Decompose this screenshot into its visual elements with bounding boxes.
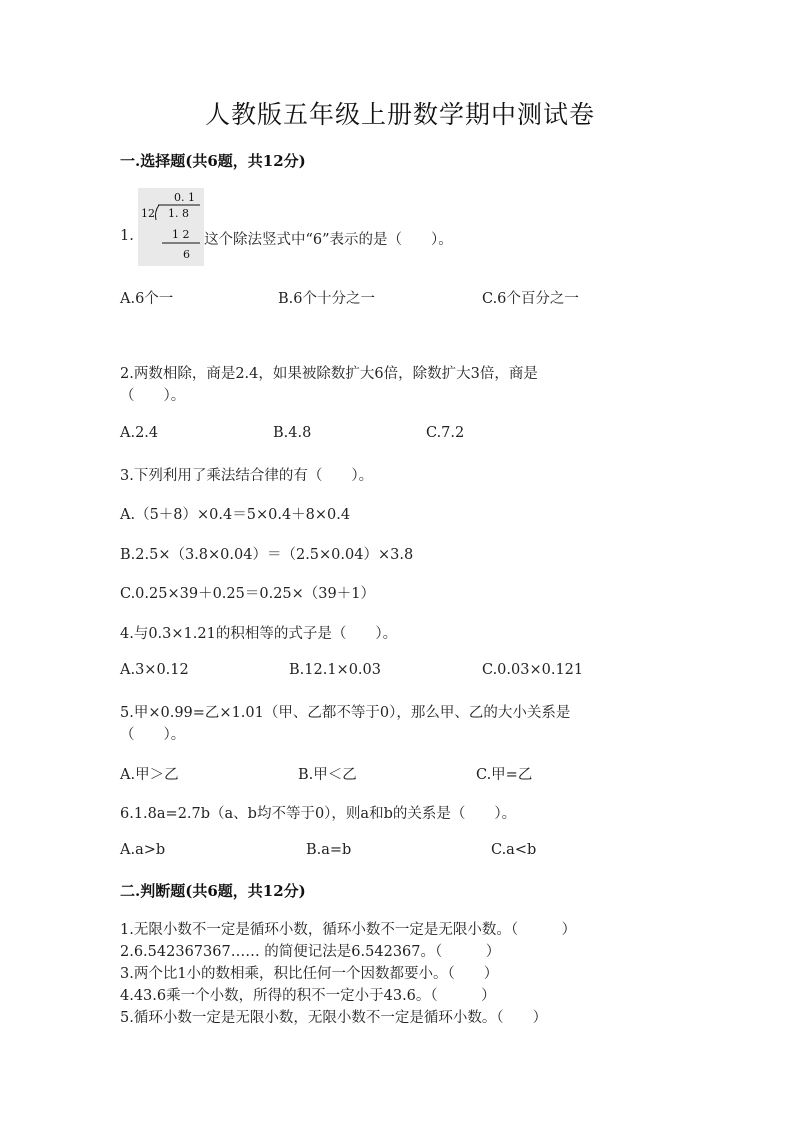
q2-text-line2: （ ）。 (120, 388, 186, 404)
q5-text-line1: 5.甲×0.99=乙×1.01（甲、乙都不等于0），那么甲、乙的大小关系是 (120, 705, 571, 721)
q1-option-b: B.6个十分之一 (278, 291, 375, 307)
division-bracket (155, 205, 159, 220)
division-divisor: 12 (141, 207, 155, 220)
q2-option-b: B.4.8 (273, 425, 312, 441)
q5-text-line2: （ ）。 (120, 727, 186, 743)
q4-option-c: C.0.03×0.121 (482, 662, 584, 678)
q2-option-a: A.2.4 (120, 425, 159, 441)
judgement-item-3: 3.两个比1小的数相乘，积比任何一个因数都要小。（ ） (120, 966, 499, 982)
q3-option-a: A.（5＋8）×0.4＝5×0.4＋8×0.4 (120, 507, 351, 523)
q3-option-c: C.0.25×39＋0.25＝0.25×（39＋1） (120, 586, 375, 602)
q3-text: 3.下列利用了乘法结合律的有（ ）。 (120, 468, 374, 484)
q4-option-b: B.12.1×0.03 (289, 662, 381, 678)
q6-option-c: C.a<b (491, 842, 537, 858)
page-title: 人教版五年级上册数学期中测试卷 (204, 100, 595, 129)
section2-heading-text: 二.判断题(共6题，共12分) (120, 882, 306, 900)
judgement-item-5: 5.循环小数一定是无限小数，无限小数不一定是循环小数。（ ） (120, 1010, 548, 1026)
division-quotient: 0. 1 (174, 191, 195, 204)
q1-text: 这个除法竖式中“6”表示的是（ ）。 (204, 232, 453, 248)
division-product: 1 2 (172, 228, 190, 241)
q5-option-a: A.甲＞乙 (120, 767, 179, 783)
q1-number: 1. (120, 228, 134, 244)
q4-text: 4.与0.3×1.21的积相等的式子是（ ）。 (120, 626, 398, 642)
long-division-figure (138, 188, 204, 266)
q6-option-b: B.a=b (306, 842, 352, 858)
long-division-image (138, 188, 204, 266)
judgement-item-4: 4.43.6乘一个小数，所得的积不一定小于43.6。（ ） (120, 988, 496, 1004)
q5-option-c: C.甲=乙 (476, 767, 533, 783)
q6-text: 6.1.8a=2.7b（a、b均不等于0），则a和b的关系是（ ）。 (120, 806, 517, 822)
section-heading-choice: 一.选择题(共6题，共12分) (120, 152, 306, 170)
division-remainder: 6 (183, 248, 190, 261)
division-dividend: 1. 8 (168, 207, 189, 220)
judgement-item-2: 2.6.542367367…… 的简便记法是6.542367。（ ） (120, 944, 501, 960)
q3-option-b: B.2.5×（3.8×0.04）＝（2.5×0.04）×3.8 (120, 547, 414, 563)
q1-option-a: A.6个一 (120, 291, 174, 307)
q1-option-c: C.6个百分之一 (482, 291, 579, 307)
q5-option-b: B.甲＜乙 (298, 767, 357, 783)
section-heading-judgement (120, 880, 306, 901)
judgement-item-1: 1.无限小数不一定是循环小数，循环小数不一定是无限小数。（ ） (120, 922, 577, 938)
q2-option-c: C.7.2 (426, 425, 465, 441)
q6-option-a: A.a>b (120, 842, 166, 858)
q4-option-a: A.3×0.12 (120, 662, 189, 678)
q2-text-line1: 2.两数相除，商是2.4，如果被除数扩大6倍，除数扩大3倍，商是 (120, 366, 538, 382)
